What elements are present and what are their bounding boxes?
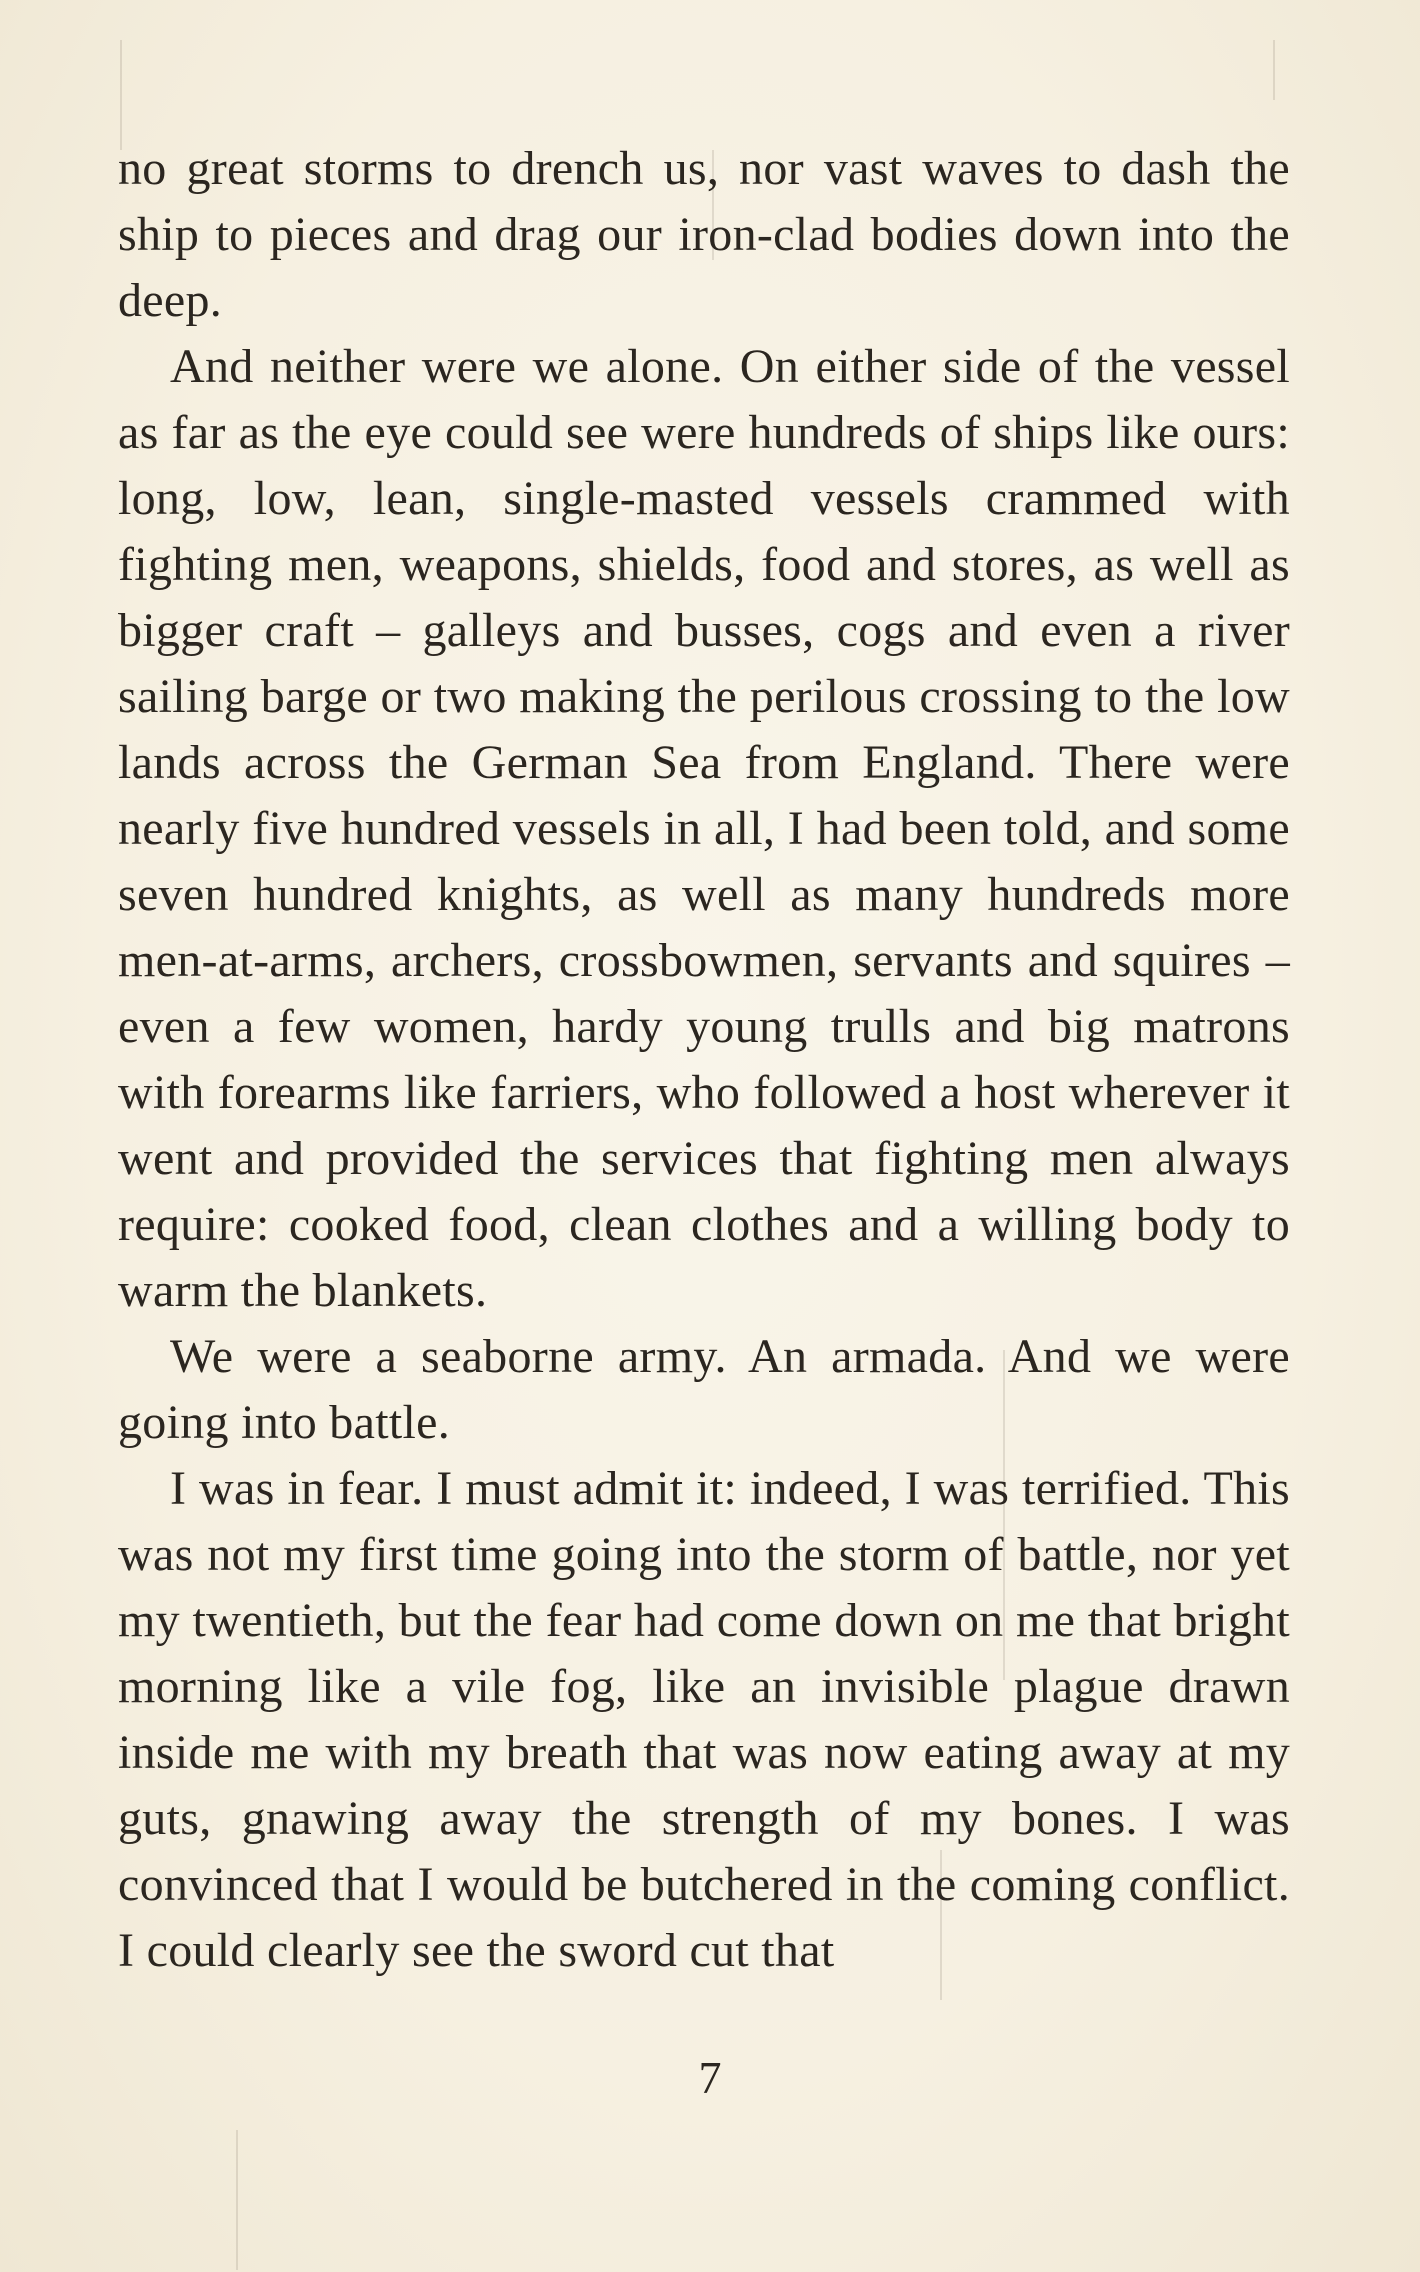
scan-artifact-line <box>236 2130 238 2270</box>
paragraph-continuation: no great storms to drench us, nor vast waves to dash the ship to pieces and drag our iron-clad bodies down into the deep. <box>118 142 1290 327</box>
paragraph: We were a seaborne army. An armada. And we were going into battle. <box>118 1330 1290 1449</box>
paragraph: And neither were we alone. On either side of the vessel as far as the eye could see were hundreds of ships like ours: long, low, lean, single-masted vessels crammed with fighting men, weapons, shields, food and stores, as well as bigger craft – galleys and busses, cogs and even a river sailing barge or two making the perilous crossing to the low lands across the German Sea from England. There were nearly five hundred vessels in all, I had been told, and some seven hundred knights, as well as many hundreds more men-at-arms, archers, crossbowmen, servants and squires – even a few women, hardy young trulls and big matrons with forearms like farriers, who followed a host wherever it went and provided the services that fighting men always require: cooked food, clean clothes and a willing body to warm the blankets. <box>118 340 1290 1317</box>
page-number: 7 <box>698 2052 722 2103</box>
paragraph: I was in fear. I must admit it: indeed, I was terrified. This was not my first time going into the storm of battle, nor yet my twentieth, but the fear had come down on me that bright morning like a vile fog, like an invisible plague drawn inside me with my breath that was now eating away at my guts, gnawing away the strength of my bones. I was convinced that I would be butchered in the coming conflict. I could clearly see the sword cut that <box>118 1462 1290 1977</box>
body-text <box>118 136 1290 1984</box>
scan-artifact-line <box>120 40 122 150</box>
scan-artifact-line <box>1273 40 1275 100</box>
